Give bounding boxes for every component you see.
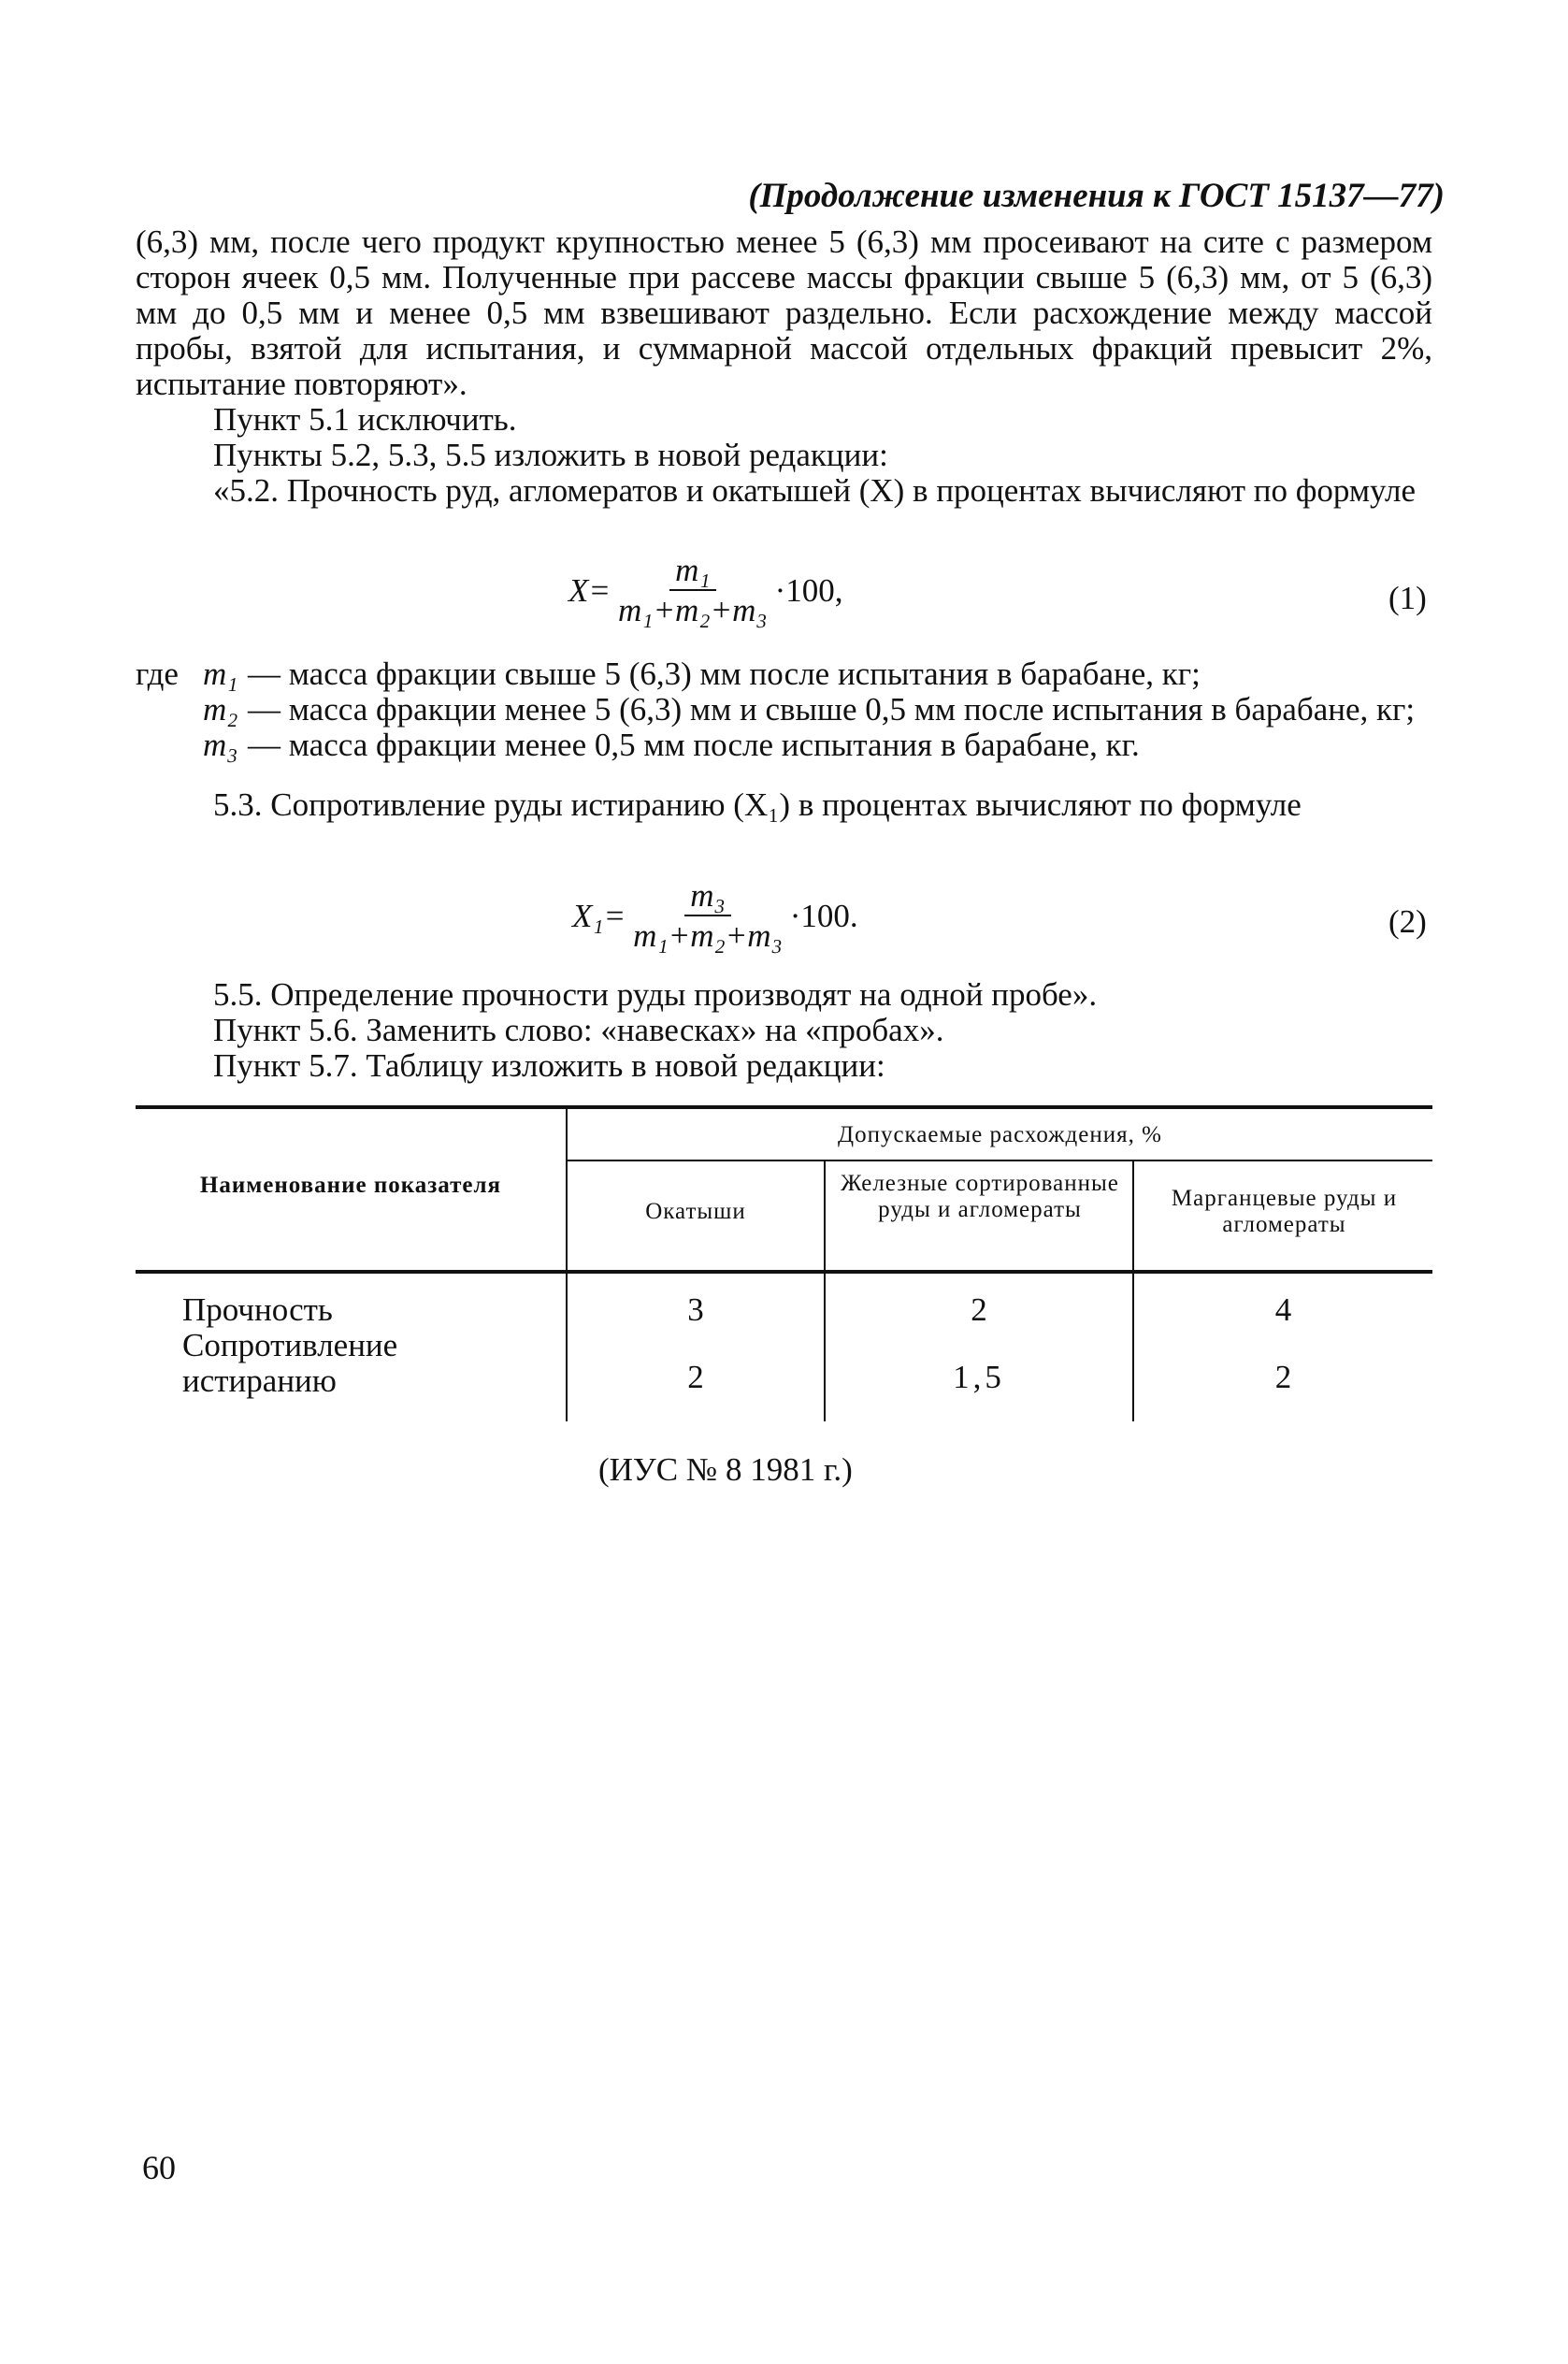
- m3-definition: — масса фракции менее 0,5 мм после испытания в барабане, кг.: [248, 727, 1140, 763]
- formula-2-lhs: X₁=: [572, 897, 626, 934]
- header-indicator-name: Наименование показателя: [199, 1173, 502, 1198]
- page-number: 60: [142, 2149, 176, 2186]
- row-value-pellets: 3: [687, 1291, 704, 1328]
- body-text-bottom: [136, 977, 1432, 1084]
- source-reference: (ИУС № 8 1981 г.): [598, 1451, 853, 1488]
- row-value-iron: 1,5: [953, 1359, 1005, 1395]
- header-iron-ores: Железные сортированные руды и агломераты: [841, 1171, 1119, 1222]
- row-value-manganese: 4: [1274, 1291, 1292, 1328]
- table-group-rule: [566, 1160, 1432, 1161]
- paragraph-5-6: Пункт 5.6. Заменить слово: «навесках» на «пробах».: [213, 1012, 944, 1048]
- paragraph-5-7: Пункт 5.7. Таблицу изложить в новой редакции:: [213, 1047, 885, 1084]
- body-text-5-3: [136, 787, 1432, 823]
- formula-2: [572, 879, 858, 952]
- variable-definitions: [136, 656, 1432, 763]
- formula-1-lhs: X=: [568, 571, 611, 609]
- paragraph-5-5: 5.5. Определение прочности руды производят на одной пробе».: [213, 976, 1098, 1013]
- paragraph-5-3: 5.3. Сопротивление руды истиранию (X₁) в процентах вычисляют по формуле: [213, 786, 1302, 823]
- formula-1-number: (1): [1388, 580, 1427, 616]
- row-value-manganese: 2: [1274, 1359, 1292, 1395]
- formula-2-tail: ·100.: [789, 897, 858, 934]
- formula-2-numerator: m₃: [684, 879, 730, 916]
- table-vline-3: [1132, 1161, 1134, 1270]
- row-value-iron: 2: [971, 1291, 987, 1328]
- formula-2-denominator: m₁+m₂+m₃: [633, 917, 783, 954]
- header-manganese-ores: Марганцевые руды и агломераты: [1171, 1186, 1398, 1237]
- formula-1-tail: ·100,: [774, 571, 843, 609]
- definition-m1: [136, 656, 1432, 692]
- m1-definition: — масса фракции свыше 5 (6,3) мм после испытания в барабане, кг;: [248, 656, 1201, 692]
- where-label: где: [136, 656, 179, 692]
- paragraph-continuation: (6,3) мм, после чего продукт крупностью менее 5 (6,3) мм просеивают на сите с размером сторон ячеек 0,5 мм. Полученные при рассеве массы фракции свыше 5 (6,3) мм, от 5 (6,3) мм до 0,5 мм и менее 0,5 мм взвешивают раздельно. Если расхождение между массой пробы, взятой для испытания, и суммарной массой отдельных фракций превысит 2%, испытание повторяют».: [136, 223, 1432, 402]
- table-vline-2: [824, 1161, 826, 1270]
- body-text-top: [136, 224, 1432, 509]
- definition-m2: [136, 692, 1432, 728]
- table-top-rule: [136, 1105, 1432, 1109]
- m2-definition: — масса фракции менее 5 (6,3) мм и свыше 0,5 мм после испытания в барабане, кг;: [248, 691, 1416, 728]
- formula-1: [568, 554, 842, 627]
- formula-1-denominator: m₁+m₂+m₃: [618, 592, 768, 628]
- paragraph-new-edition: Пункты 5.2, 5.3, 5.5 изложить в новой редакции:: [213, 437, 888, 473]
- row-name: Прочность: [182, 1291, 333, 1328]
- paragraph-5-2: «5.2. Прочность руд, агломератов и окатышей (X) в процентах вычисляют по формуле: [213, 472, 1416, 509]
- page-header: (Продолжение изменения к ГОСТ 15137—77): [748, 177, 1445, 215]
- m1-symbol: m₁: [203, 656, 238, 692]
- m2-symbol: m₂: [203, 691, 238, 728]
- paragraph-5-1: Пункт 5.1 исключить.: [213, 401, 517, 438]
- formula-1-numerator: m₁: [669, 554, 715, 591]
- deviation-table: Наименование показателя Допускаемые расхождения, % Окатыши Железные сортированные руды и агломераты Марганцевые руды и агломераты Прочность 3 2 4 Сопротивление истиранию 2 1,5 2: [136, 1105, 1432, 1423]
- formula-2-fraction: [633, 879, 783, 952]
- header-pellets: Окатыши: [645, 1199, 746, 1224]
- row-value-pellets: 2: [687, 1359, 704, 1395]
- formula-2-number: (2): [1388, 903, 1427, 940]
- definition-m3: [136, 728, 1432, 763]
- m3-symbol: m₃: [203, 727, 238, 763]
- formula-1-fraction: [618, 554, 768, 627]
- header-allowed-deviations: Допускаемые расхождения, %: [838, 1122, 1162, 1147]
- table-header-rule: [136, 1270, 1432, 1274]
